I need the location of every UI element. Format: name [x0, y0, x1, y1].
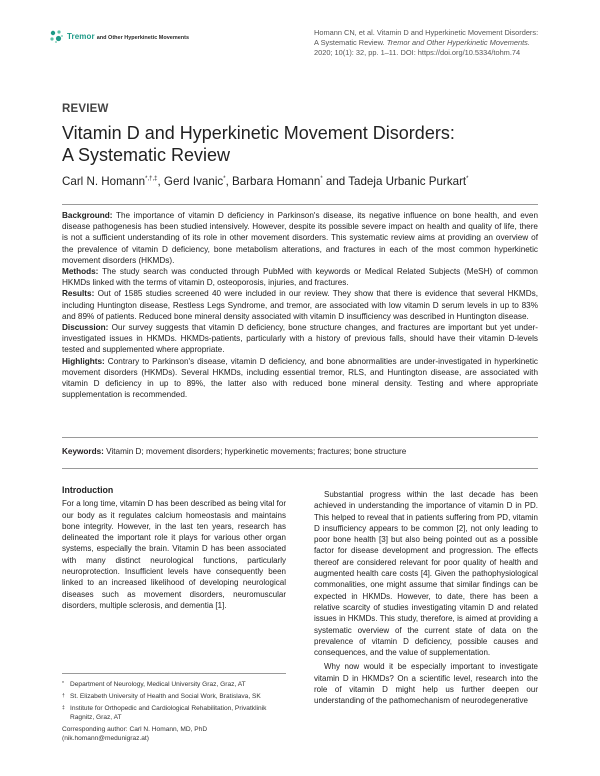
- article-title: [62, 122, 502, 166]
- keywords-bottom-rule: [62, 468, 538, 469]
- abstract-results-label: Results:: [62, 289, 95, 299]
- affiliation-item: [62, 692, 288, 701]
- body-paragraph: Substantial progress within the last decade has been achieved in understanding the importance of vitamin D in PD. This helped to reveal that in patients suffering from PD, vitamin D insufficiency appears to be common [2], not only leading to poor bone health [3] but also being pointed out as a possible factor for disease development and progression. The effects thereof are considered relevant for poor quality of health and augmented health care costs [4]. Given the pathophysiological commonalities, one might assume that similar findings can be expected in HKMDs. However, to date, there has been a relative scarcity of studies investigating vitamin D and related issues in HKMDs. This study, therefore, is aimed at providing a systematic overview of the current state of data on the prevalence of vitamin D deficiency, possible causes and consequences, and the value of supplementation.: [314, 490, 538, 658]
- abstract-background-text: The importance of vitamin D deficiency in Parkinson's disease, its negative influence on bone health, and even disease pathogenesis has been studied intensively. However, despite its possible severe impact on health and quality of life, there is not a sufficient understanding of its role in other movement disorders. This systematic review aims at providing an overview of the prevalence of vitamin D deficiency, bone metabolism alterations, and fractures in each of the most common hyperkinetic movement disorders (HKMDs).: [62, 211, 538, 265]
- author-separator: ,: [225, 175, 233, 188]
- author-name: Gerd Ivanic: [163, 175, 224, 188]
- affiliation-sup: *: [62, 681, 64, 687]
- abstract-results: [62, 288, 538, 322]
- keywords: [62, 446, 538, 457]
- abstract-highlights-text: Contrary to Parkinson's disease, vitamin D deficiency, and bone abnormalities are under-investigated in hyperkinetic movement disorders (HKMDs). Several HKMDs, including essential tremor, RLS, and Huntington disease, are associated with vitamin D deficiency in up to 89%, the latter also with reduced bone mineral density. Testing and where appropriate supplementation is recommended.: [62, 356, 538, 400]
- affiliation-item: [62, 680, 288, 689]
- abstract-bottom-rule: [62, 437, 538, 438]
- body-left-column: [62, 485, 286, 611]
- citation-block: [314, 28, 558, 58]
- citation-article-title: A Systematic Review.: [314, 38, 385, 47]
- abstract-background: [62, 210, 538, 266]
- abstract-discussion: [62, 322, 538, 356]
- journal-logo[interactable]: [48, 28, 189, 44]
- citation-line-1: Homann CN, et al. Vitamin D and Hyperkinetic Movement Disorders:: [314, 28, 539, 37]
- journal-logo-text: [67, 32, 189, 41]
- abstract-background-label: Background:: [62, 211, 113, 220]
- author-name: Carl N. Homann: [62, 175, 146, 188]
- intro-paragraph: For a long time, vitamin D has been described as being vital for our body as it regulates calcium homeostasis and maintains bone integrity. However, in the last ten years, research has delineated the important role it plays for various other organ systems, especially the brain. Vitamin D has been associated with many distinct neurological functions, particularly neuroprotection. Insufficient levels have consequently been linked to an increased likelihood of developing neurological diseases such as movement disorders, neuromuscular disorders, multiple sclerosis, and dementia [1].: [62, 499, 286, 610]
- author-affil-sup: *,†,‡: [145, 176, 158, 183]
- abstract-discussion-label: Discussion:: [62, 323, 109, 333]
- affiliation-text: Institute for Orthopedic and Cardiological Rehabilitation, Privatklinik Ragnitz, Graz, AT: [70, 705, 267, 721]
- keywords-label: Keywords:: [62, 447, 104, 456]
- affiliation-sup: †: [62, 693, 65, 699]
- keywords-text: Vitamin D; movement disorders; hyperkinetic movements; fractures; bone structure: [103, 447, 407, 456]
- journal-logo-sub: and Other Hyperkinetic Movements: [96, 34, 190, 41]
- affiliation-sup: ‡: [62, 705, 65, 711]
- journal-logo-main: Tremor: [67, 31, 95, 41]
- section-heading-introduction: Introduction: [62, 485, 114, 495]
- author-and: and: [322, 175, 349, 188]
- citation-journal: Tremor and Other Hyperkinetic Movements.: [386, 38, 530, 47]
- abstract-methods-text: The study search was conducted through PubMed with keywords or Medical Related Subjects (MeSH) of common HKMDs linked with the terms of vitamin D, osteoporosis, injuries, and fractures.: [62, 267, 538, 288]
- body-right-column: [314, 489, 538, 707]
- abstract-discussion-text: Our survey suggests that vitamin D deficiency, bone structure changes, and fractures are important but yet under-investigated issues in HKMDs. HKMDs-patients, particularly with a history of previous falls, should have their vitamin D-levels tested and supplemented where appropriate.: [62, 323, 538, 355]
- body-paragraph: Why now would it be especially important to investigate vitamin D in HKMDs? On a scientific level, research into the role of vitamin D might help us further deepen our understanding of the pathomechanism of neurodegenerative: [314, 662, 538, 706]
- corresponding-author: Corresponding author: Carl N. Homann, MD, PhD: [62, 726, 208, 733]
- abstract: [62, 210, 538, 400]
- article-title-line-2: A Systematic Review: [62, 145, 231, 165]
- abstract-results-text: Out of 1585 studies screened 40 were included in our review. They show that there is evidence that several HKMDs, including Huntington disease, Restless Legs Syndrome, and tremor, are associated with low vitamin D serum levels in up to 83% and 89% of patients. Reduced bone mineral density associated with vitamin D insufficiency was described in Huntington disease.: [62, 289, 538, 321]
- affiliations: [62, 680, 288, 743]
- abstract-highlights: [62, 356, 538, 401]
- author-name: Barbara Homann: [232, 175, 321, 188]
- author-list: [62, 175, 542, 188]
- abstract-methods-label: Methods:: [62, 267, 99, 277]
- citation-line-3[interactable]: 2020; 10(1): 32, pp. 1–11. DOI: https://doi.org/10.5334/tohm.74: [314, 48, 521, 57]
- article-title-line-1: Vitamin D and Hyperkinetic Movement Disorders:: [62, 123, 455, 143]
- corresponding-email[interactable]: (nik.homann@medunigraz.at): [62, 735, 149, 742]
- author-separator: ,: [157, 175, 164, 188]
- affiliation-item: [62, 704, 288, 722]
- affiliations-rule: [62, 673, 286, 674]
- author-name: Tadeja Urbanic Purkart: [348, 175, 467, 188]
- abstract-highlights-label: Highlights:: [62, 356, 105, 366]
- abstract-methods: [62, 266, 538, 288]
- author-affil-sup: *: [466, 176, 469, 183]
- tremor-logo-icon: [48, 28, 64, 44]
- affiliation-text: St. Elizabeth University of Health and Social Work, Bratislava, SK: [70, 693, 261, 700]
- article-type: REVIEW: [62, 103, 109, 115]
- affiliation-text: Department of Neurology, Medical University Graz, Graz, AT: [70, 681, 246, 688]
- author-affil-sup: *: [223, 176, 226, 183]
- abstract-top-rule: [62, 204, 538, 205]
- citation-line-2: [314, 38, 558, 48]
- author-affil-sup: *: [320, 176, 323, 183]
